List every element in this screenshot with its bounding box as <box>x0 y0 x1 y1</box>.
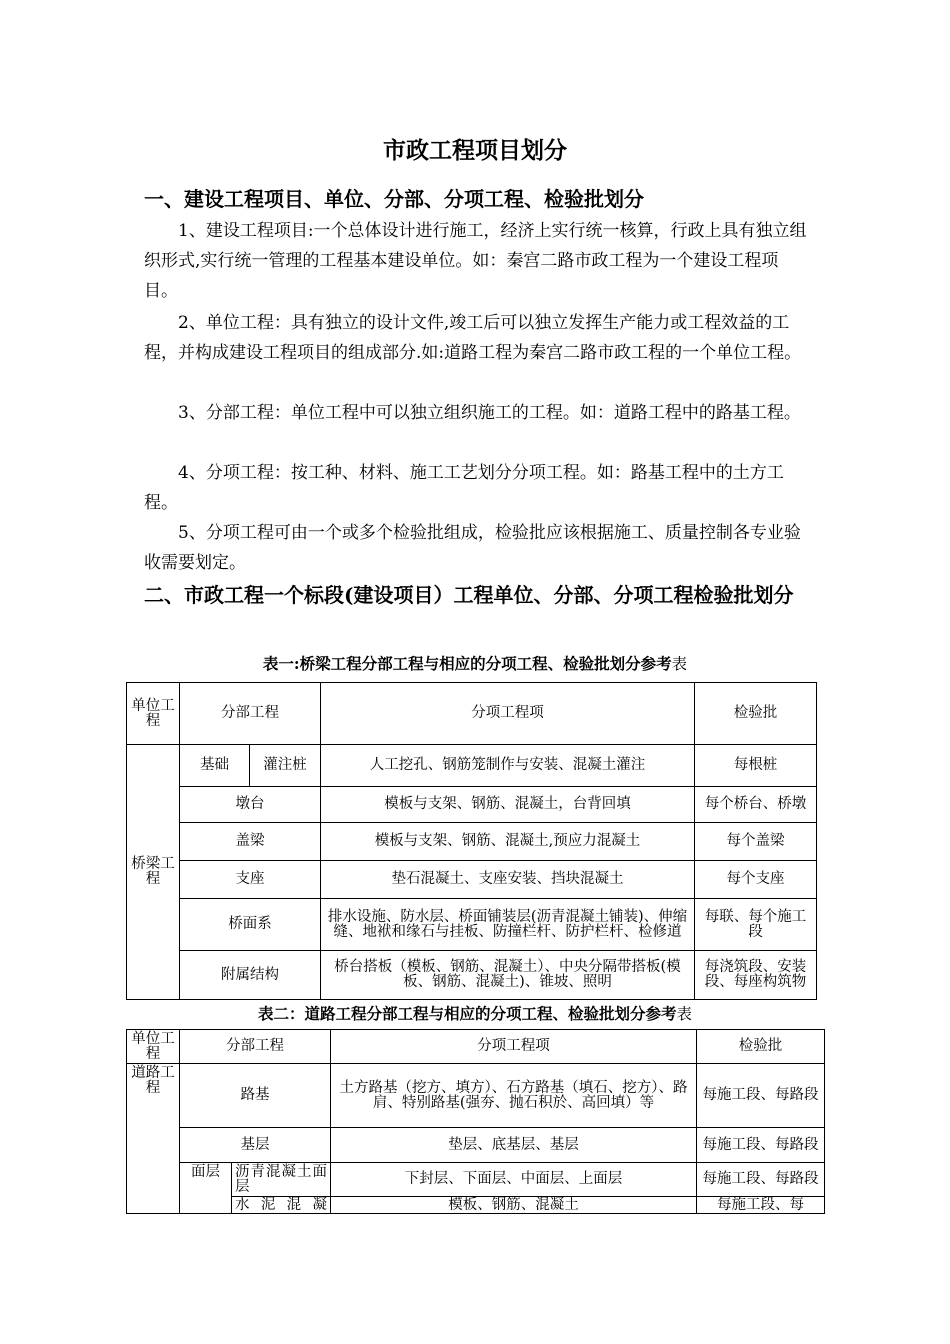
division-cell: 基层 <box>180 1128 331 1163</box>
batch-cell: 每个桥台、桥墩 <box>695 787 817 823</box>
header-division: 分部工程 <box>180 1030 331 1064</box>
table-row <box>127 823 817 861</box>
items-cell: 模板、钢筋、混凝土 <box>331 1197 697 1214</box>
table1-header-row <box>127 683 817 745</box>
items-cell: 模板与支架、钢筋、混凝土，台背回填 <box>321 787 695 823</box>
items-cell: 模板与支架、钢筋、混凝土,预应力混凝土 <box>321 823 695 861</box>
table1-caption-text: 表一:桥梁工程分部工程与相应的分项工程、检验批划分参考 <box>262 654 672 673</box>
header-unit: 单位工程 <box>127 683 180 745</box>
table-road <box>126 1029 825 1214</box>
items-cell: 排水设施、防水层、桥面铺装层(沥青混凝土铺装)、伸缩缝、地袱和缘石与挂板、防撞栏杆、防护栏杆、检修道 <box>321 899 695 951</box>
header-batch: 检验批 <box>697 1030 825 1064</box>
items-cell: 人工挖孔、钢筋笼制作与安装、混凝土灌注 <box>321 745 695 787</box>
table-row <box>127 1163 825 1197</box>
batch-cell: 每施工段、每路段 <box>697 1128 825 1163</box>
sub-division-cell: 灌注桩 <box>250 745 321 787</box>
table2-header-row <box>127 1030 825 1064</box>
items-cell: 下封层、下面层、中面层、上面层 <box>331 1163 697 1197</box>
batch-cell: 每施工段、每路段 <box>697 1163 825 1197</box>
batch-cell: 每施工段、每路段 <box>697 1064 825 1128</box>
header-unit: 单位工程 <box>127 1030 180 1064</box>
items-cell: 垫石混凝土、支座安装、挡块混凝土 <box>321 861 695 899</box>
page-title: 市政工程项目划分 <box>383 137 567 164</box>
unit-road: 道路工程 <box>127 1064 180 1214</box>
batch-cell: 每个支座 <box>695 861 817 899</box>
batch-cell: 每施工段、每 <box>697 1197 825 1214</box>
unit-bridge: 桥梁工程 <box>127 745 180 1000</box>
table-row <box>127 899 817 951</box>
table1-caption-tail: 表 <box>671 655 688 673</box>
table-row <box>127 787 817 823</box>
table2-caption <box>0 1002 950 1024</box>
division-cell: 基础 <box>180 745 250 787</box>
sub-division-cell: 水泥混凝 <box>232 1197 331 1214</box>
table2-caption-tail: 表 <box>676 1005 693 1023</box>
paragraph-2: 2、单位工程：具有独立的设计文件,竣工后可以独立发挥生产能力或工程效益的工程，并构成建设工程项目的组成部分.如:道路工程为秦宫二路市政工程的一个单位工程。 <box>144 313 802 363</box>
paragraph-1: 1、建设工程项目:一个总体设计进行施工，经济上实行统一核算，行政上具有独立组织形式,实行统一管理的工程基本建设单位。如：秦宫二路市政工程为一个建设工程项目。 <box>144 221 807 301</box>
header-items: 分项工程项 <box>331 1030 697 1064</box>
table-row <box>127 745 817 787</box>
paragraph-5: 5、分项工程可由一个或多个检验批组成，检验批应该根据施工、质量控制各专业验收需要划定。 <box>144 523 801 573</box>
header-division: 分部工程 <box>180 683 321 745</box>
batch-cell: 每联、每个施工段 <box>695 899 817 951</box>
division-cell: 盖梁 <box>180 823 321 861</box>
division-cell: 路基 <box>180 1064 331 1128</box>
paragraph-4: 4、分项工程：按工种、材料、施工工艺划分分项工程。如：路基工程中的土方工程。 <box>144 463 784 513</box>
batch-cell: 每根桩 <box>695 745 817 787</box>
batch-cell: 每个盖梁 <box>695 823 817 861</box>
table-row <box>127 1197 825 1214</box>
items-cell: 土方路基（挖方、填方）、石方路基（填石、挖方）、路肩、特别路基(强夯、抛石积於、高回填）等 <box>331 1064 697 1128</box>
table-row <box>127 1128 825 1163</box>
division-cell: 面层 <box>180 1163 232 1214</box>
table-bridge <box>126 682 817 1000</box>
items-cell: 垫层、底基层、基层 <box>331 1128 697 1163</box>
header-items: 分项工程项 <box>321 683 695 745</box>
table-row <box>127 1064 825 1128</box>
sub-division-cell: 沥青混凝土面层 <box>232 1163 331 1197</box>
table2-caption-text: 表二：道路工程分部工程与相应的分项工程、检验批划分参考 <box>257 1004 677 1023</box>
table1-caption <box>0 652 950 674</box>
table-row <box>127 951 817 1000</box>
table-row <box>127 861 817 899</box>
division-cell: 附属结构 <box>180 951 321 1000</box>
division-cell: 墩台 <box>180 787 321 823</box>
section2-heading: 二、市政工程一个标段(建设项目）工程单位、分部、分项工程检验批划分 <box>144 583 794 607</box>
division-cell: 桥面系 <box>180 899 321 951</box>
batch-cell: 每浇筑段、安装段、每座构筑物 <box>695 951 817 1000</box>
header-batch: 检验批 <box>695 683 817 745</box>
paragraph-3: 3、分部工程：单位工程中可以独立组织施工的工程。如：道路工程中的路基工程。 <box>178 403 801 423</box>
division-cell: 支座 <box>180 861 321 899</box>
section1-heading: 一、建设工程项目、单位、分部、分项工程、检验批划分 <box>144 187 644 211</box>
items-cell: 桥台搭板（模板、钢筋、混凝土）、中央分隔带搭板(模板、钢筋、混凝土)、锥坡、照明 <box>321 951 695 1000</box>
